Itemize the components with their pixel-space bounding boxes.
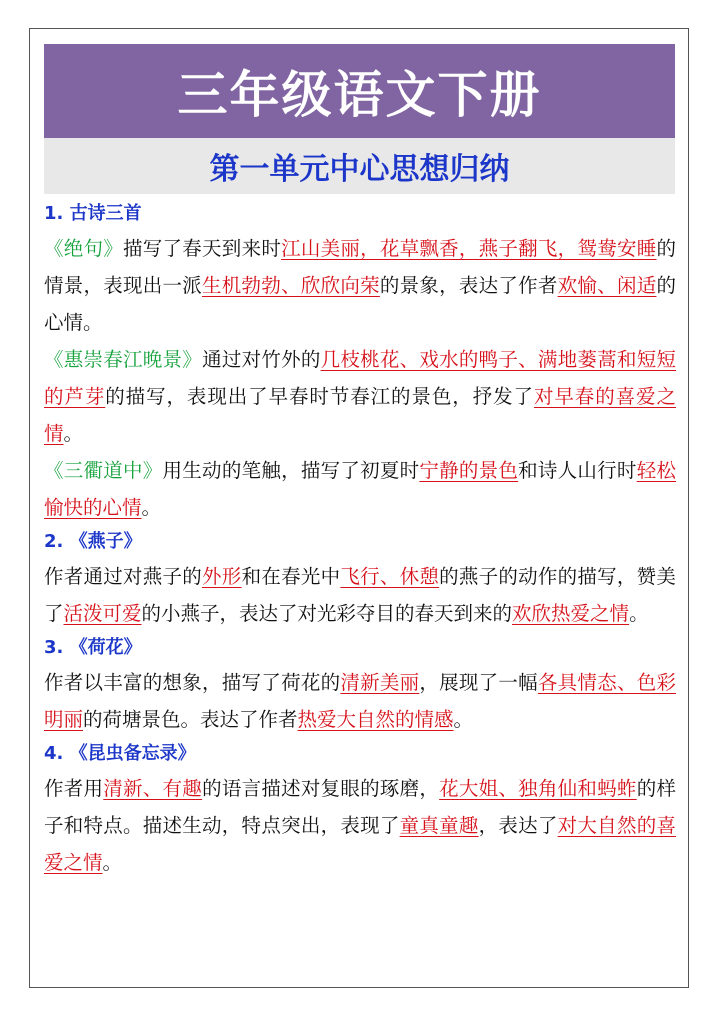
section-title: 2. 《燕子》 <box>44 531 142 552</box>
body-text: 作者通过对燕子的 <box>44 565 203 588</box>
key-phrase: 欢欣热爱之情 <box>512 602 630 625</box>
body-text: 。 <box>629 602 649 625</box>
summary-content <box>44 198 676 881</box>
key-phrase: 生机勃勃、欣欣向荣 <box>202 274 380 297</box>
key-phrase: 花大姐、独角仙和蚂蚱 <box>439 777 637 800</box>
key-phrase: 飞行、休憩 <box>340 565 440 588</box>
body-text: 的情景，表现出一派 <box>44 237 676 297</box>
key-phrase: 外形 <box>202 565 242 588</box>
body-text: 作者以丰富的想象，描写了荷花的 <box>44 671 341 694</box>
summary-paragraph <box>44 664 676 738</box>
key-phrase: 童真童趣 <box>399 814 479 837</box>
key-phrase: 热爱大自然的情感 <box>297 708 454 731</box>
subtitle-bar <box>44 138 675 194</box>
body-text: ，展现了一幅 <box>419 671 538 694</box>
key-phrase: 活泼可爱 <box>63 602 142 625</box>
poem-title: 《绝句》 <box>44 237 124 260</box>
body-text: 。 <box>141 496 162 519</box>
poem-title: 《惠崇春江晚景》 <box>44 348 203 371</box>
body-text: 的心情。 <box>44 274 676 334</box>
summary-paragraph <box>44 341 676 452</box>
body-text: 和在春光中 <box>241 565 341 588</box>
body-text: 作者用 <box>44 777 104 800</box>
body-text: 通过对竹外的 <box>202 348 321 371</box>
summary-paragraph <box>44 452 676 526</box>
body-text: 的语言描述对复眼的琢磨， <box>202 777 440 800</box>
summary-paragraph <box>44 230 676 341</box>
key-phrase: 宁静的景色 <box>419 459 519 482</box>
key-phrase: 对早春的喜爱之情 <box>44 385 676 445</box>
body-text: 的描写，表现出了早春时节春江的景色，抒发了 <box>105 385 534 408</box>
key-phrase: 轻松愉快的心情 <box>44 459 676 519</box>
key-phrase: 欢愉、闲适 <box>557 274 657 297</box>
body-text: 的荷塘景色。表达了作者 <box>83 708 298 731</box>
section-title: 3. 《荷花》 <box>44 637 142 658</box>
key-phrase: 清新、有趣 <box>103 777 203 800</box>
summary-paragraph <box>44 558 676 632</box>
title-banner <box>44 44 675 138</box>
key-phrase: 江山美丽，花草飘香，燕子翻飞，鸳鸯安睡 <box>281 237 657 260</box>
key-phrase: 几枝桃花、戏水的鸭子、满地蒌蒿和短短的芦芽 <box>44 348 676 408</box>
page-title: 三年级语文下册 <box>177 65 542 124</box>
summary-paragraph <box>44 770 676 881</box>
body-text: 的燕子的动作的描写，赞美了 <box>44 565 676 625</box>
key-phrase: 对大自然的喜爱之情 <box>44 814 676 874</box>
body-text: 和诗人山行时 <box>518 459 637 482</box>
section-title: 4. 《昆虫备忘录》 <box>44 743 196 764</box>
key-phrase: 清新美丽 <box>340 671 420 694</box>
body-text: 描写了春天到来时 <box>123 237 282 260</box>
section-title: 1. 古诗三首 <box>44 203 142 224</box>
key-phrase: 各具情态、色彩明丽 <box>44 671 676 731</box>
body-text: 的样子和特点。描述生动，特点突出，表现了 <box>44 777 676 837</box>
body-text: 的景象，表达了作者 <box>379 274 558 297</box>
body-text: 的小燕子，表达了对光彩夺目的春天到来的 <box>141 602 513 625</box>
body-text: ，表达了 <box>478 814 558 837</box>
body-text: 。 <box>453 708 474 731</box>
body-text: 用生动的笔触，描写了初夏时 <box>162 459 420 482</box>
page-subtitle: 第一单元中心思想归纳 <box>209 152 510 187</box>
body-text: 。 <box>63 422 84 445</box>
poem-title: 《三衢道中》 <box>44 459 163 482</box>
body-text: 。 <box>102 851 123 874</box>
